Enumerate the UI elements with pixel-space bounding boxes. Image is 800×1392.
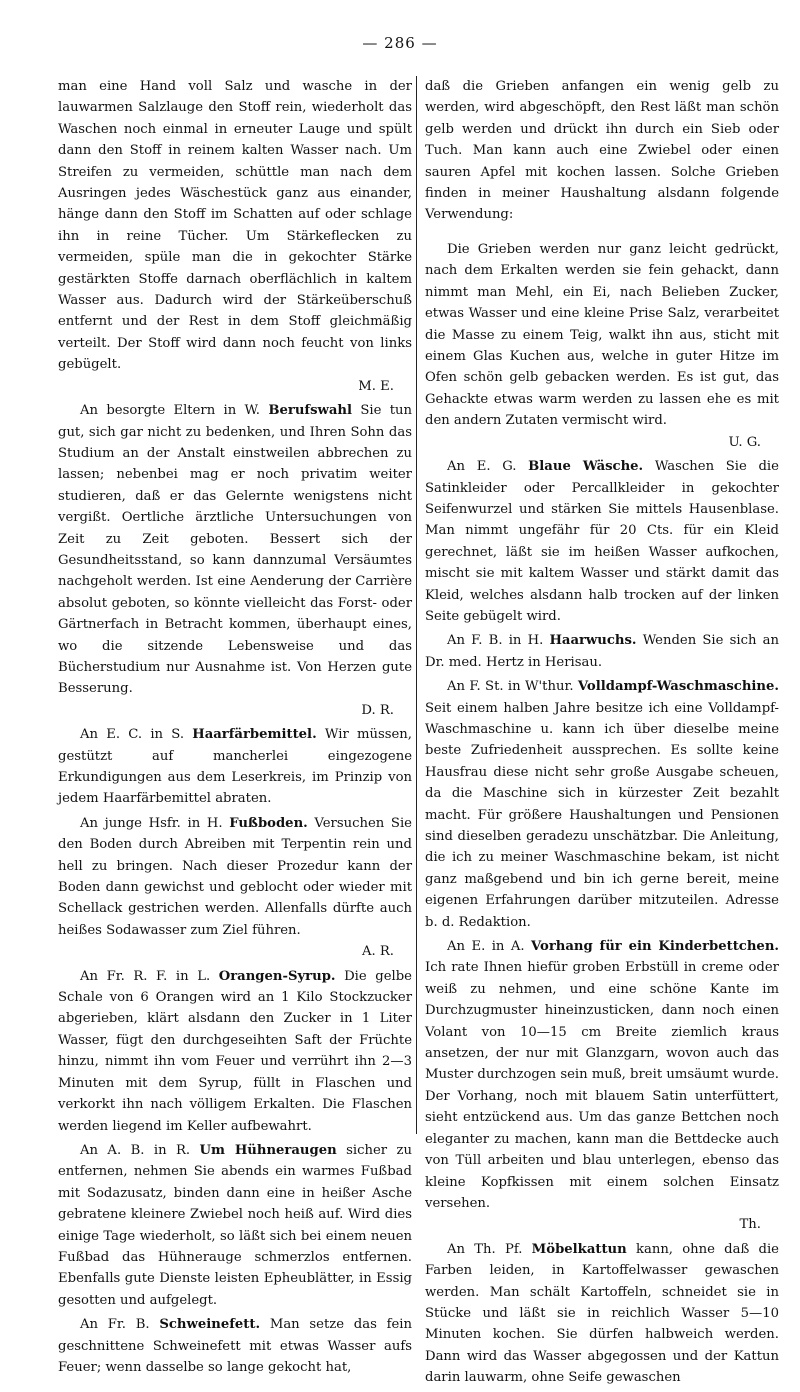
entry-text: Man setze das fein geschnittene Schweinefett mit etwas Wasser aufs Feuer; wenn dasselbe so lange gekocht hat, — [58, 1317, 412, 1375]
entry-text: sicher zu entfernen, nehmen Sie abends ein warmes Fußbad mit Sodazusatz, binden dann eine in heißer Asche gebratene kleinere Zwiebel noch heiß auf. Wird dies einige Tage wiederholt, so läßt sich bei einem neuen Fußbad das Hühnerauge schmerzlos entfernen. Ebenfalls gute Dienste leisten Epheublätter, in Essig gesotten und aufgelegt. — [58, 1142, 412, 1308]
entry-keyword: Blaue Wäsche. — [528, 459, 644, 475]
entry-haarwuchs — [425, 630, 779, 673]
entry-fussboden — [58, 813, 412, 963]
entry-text: Ich rate Ihnen hiefür groben Erbstüll in creme oder weiß zu nehmen, und eine schöne Kante im Durchzugmuster hineinzusticken, dann noch einen Volant von 10—15 cm Breite ziemlich kraus ansetzen, der nur mit Glanzgarn, wovon auch das Muster durchzogen sein muß, breit umsäumt wurde. Der Vorhang, noch mit blauem Satin unterfüttert, sieht entzückend aus. Um das ganze Bettchen noch eleganter zu machen, kann man die Bettdecke auch von Tüll arbeiten und blau unterlegen, ebenso das kleine Kopfkissen mit einem solchen Einsatz versehen. — [425, 960, 779, 1211]
entry-lead: An Fr. R. F. in L. — [80, 968, 211, 984]
entry-text: Die gelbe Schale von 6 Orangen wird an 1 Kilo Stockzucker abgerieben, klärt alsdann den Zucker in 1 Liter Wasser, fügt den durchgeseihten Saft der Früchte hinzu, nimmt ihn vom Feuer und verrührt ihn 2—3 Minuten mit dem Syrup, füllt in Flaschen und verkorkt ihn nach völligem Erkalten. Die Flaschen werden liegend im Keller aufbewahrt. — [58, 968, 412, 1134]
entry-keyword: Möbelkattun — [531, 1241, 627, 1257]
entry-lead: An junge Hsfr. in H. — [80, 815, 223, 831]
quote-text: Die Grieben werden nur ganz leicht gedrückt, nach dem Erkalten werden sie fein gehackt, dann nimmt man Mehl, ein Ei, nach Belieben Zucker, etwas Wasser und eine kleine Prise Salz, verarbeitet die Masse zu einem Teig, walkt ihn aus, sticht mit einem Glas Kuchen aus, welche in guter Hitze im Ofen schön gelb gebacken werden. Es ist gut, das Gehackte etwas warm werden zu lassen ehe es mit den andern Zutaten vermischt wird. — [425, 242, 779, 429]
entry-keyword: Haarfärbemittel. — [192, 727, 317, 743]
entry-keyword: Um Hühneraugen — [199, 1142, 337, 1158]
entry-orangen-syrup — [58, 966, 412, 1137]
entry-text: Seit einem halben Jahre besitze ich eine Volldampf-Waschmaschine u. kann ich über dieselbe meine beste Zufriedenheit aussprechen. Es sollte keine Hausfrau diese nicht sehr große Ausgabe scheuen, da die Maschine sich in kürzester Zeit bezahlt macht. Für größere Haushaltungen und Pensionen sind dieselben geradezu unschätzbar. Die Anleitung, die ich zu meiner Waschmaschine bekam, ist nicht ganz maßgebend und bin ich gerne bereit, meine eigenen Erfahrungen darüber mitzuteilen. Adresse b. d. Redaktion. — [425, 700, 779, 930]
entry-lead: An Fr. B. — [80, 1317, 150, 1333]
entry-signature: Th. — [739, 1217, 761, 1233]
entry-lead: An E. G. — [447, 459, 517, 475]
entry-keyword: Haarwuchs. — [549, 633, 637, 649]
column-divider — [416, 76, 417, 1134]
entry-keyword: Fußboden. — [229, 815, 308, 831]
entry-text: Wir müssen, gestützt auf mancherlei eingezogene Erkundigungen aus dem Leserkreis, im Prinzip von jedem Haarfärbemittel abraten. — [58, 727, 412, 807]
entry-vorhang — [425, 936, 779, 1236]
entry-text: Wenden Sie sich an Dr. med. Hertz in Herisau. — [425, 633, 779, 670]
entry-lead: An F. St. in W'thur. — [447, 679, 574, 695]
recipe-quote — [425, 239, 779, 453]
entry-lead: An E. C. in S. — [80, 727, 185, 743]
entry-text: kann, ohne daß die Farben leiden, in Kartoffelwasser gewaschen werden. Man schält Kartoffeln, schneidet sie in Stücke und läßt sie in reichlich Wasser 5—10 Minuten kochen. Sie dürfen halbweich werden. Dann wird das Wasser abgegossen und der Kattun darin lauwarm, ohne Seife gewaschen — [425, 1241, 779, 1386]
entry-moebelkattun — [425, 1239, 779, 1389]
page-number: — 286 — — [362, 34, 438, 52]
entry-signature: M. E. — [358, 378, 394, 394]
entry-text: Sie tun gut, sich gar nicht zu bedenken, und Ihren Sohn das Studium an der Anstalt einstweilen abbrechen zu lassen; nebenbei mag er noch privatim weiter studieren, daß er das Gelernte wenigstens nicht vergißt. Oertliche ärztliche Untersuchungen von Zeit zu Zeit geboten. Bessert sich der Gesundheitsstand, so kann dannzumal Versäumtes nachgeholt werden. Ist eine Aenderung der Carrière absolut geboten, so könnte vielleicht das Forst- oder Gärtnerfach in Betracht kommen, überhaupt eines, wo die sitzende Lebensweise und das Bücherstudium nur Ausnahme ist. Von Herzen gute Besserung. — [58, 403, 412, 697]
entry-schweinefett-continuation — [425, 76, 779, 226]
entry-signature: A. R. — [361, 944, 394, 960]
entry-keyword: Orangen-Syrup. — [218, 968, 336, 984]
entry-lead: An E. in A. — [447, 939, 525, 955]
entry-text: Waschen Sie die Satinkleider oder Percallkleider in gekochter Seifenwurzel und stärken Sie mittels Hausenblase. Man nimmt ungefähr für 20 Cts. für ein Kleid gerechnet, läßt sie im heißen Wasser aufkochen, mischt sie mit kaltem Wasser und stärkt damit das Kleid, welches alsdann halb trocken auf der linken Seite gebügelt wird. — [425, 459, 779, 624]
entry-schweinefett — [58, 1314, 412, 1378]
entry-haarfaerbemittel — [58, 724, 412, 810]
entry-keyword: Schweinefett. — [159, 1317, 261, 1333]
entry-keyword: Vorhang für ein Kinderbettchen. — [531, 939, 779, 955]
entry-text: daß die Grieben anfangen ein wenig gelb zu werden, wird abgeschöpft, den Rest läßt man schön gelb werden und drückt ihn durch ein Sieb oder Tuch. Man kann auch eine Zwiebel oder einen sauren Apfel mit kochen lassen. Solche Grieben finden in meiner Haushaltung alsdann folgende Verwendung: — [425, 79, 779, 223]
entry-berufswahl — [58, 400, 412, 721]
entry-keyword: Volldampf-Waschmaschine. — [577, 679, 779, 695]
left-column — [58, 76, 412, 1381]
entry-blaue-waesche — [425, 456, 779, 627]
right-column — [425, 76, 779, 1392]
entry-waschmaschine — [425, 676, 779, 933]
entry-laundry-continuation — [58, 76, 412, 397]
entry-lead: An besorgte Eltern in W. — [80, 403, 260, 419]
entry-lead: An F. B. in H. — [447, 633, 544, 649]
entry-text: Versuchen Sie den Boden durch Abreiben mit Terpentin rein und hell zu bringen. Nach dieser Prozedur kann der Boden dann gewichst und geblocht oder wieder mit Schellack gestrichen werden. Allenfalls dürfte auch heißes Sodawasser zum Ziel führen. — [58, 815, 412, 938]
entry-keyword: Berufswahl — [268, 403, 352, 419]
entry-lead: An Th. Pf. — [447, 1241, 523, 1257]
entry-text: man eine Hand voll Salz und wasche in der lauwarmen Salzlauge den Stoff rein, wiederholt das Waschen noch einmal in erneuter Lauge und spült dann den Stoff in reinem kalten Wasser nach. Um Streifen zu vermeiden, schüttle man nach dem Ausringen jedes Wäschestück ganz aus einander, hänge dann den Stoff im Schatten auf oder schlage ihn in reine Tücher. Um Stärkeflecken zu vermeiden, spüle man die in gekochter Stärke gestärkten Stoffe darnach oberflächlich in kaltem Wasser aus. Dadurch wird der Stärkeüberschuß entfernt und der Rest in dem Stoff gleichmäßig verteilt. Der Stoff wird dann noch feucht von links gebügelt. — [58, 79, 412, 373]
entry-signature: D. R. — [361, 702, 394, 718]
entry-huehneraugen — [58, 1140, 412, 1311]
entry-lead: An A. B. in R. — [80, 1142, 191, 1158]
entry-signature: U. G. — [728, 434, 761, 450]
